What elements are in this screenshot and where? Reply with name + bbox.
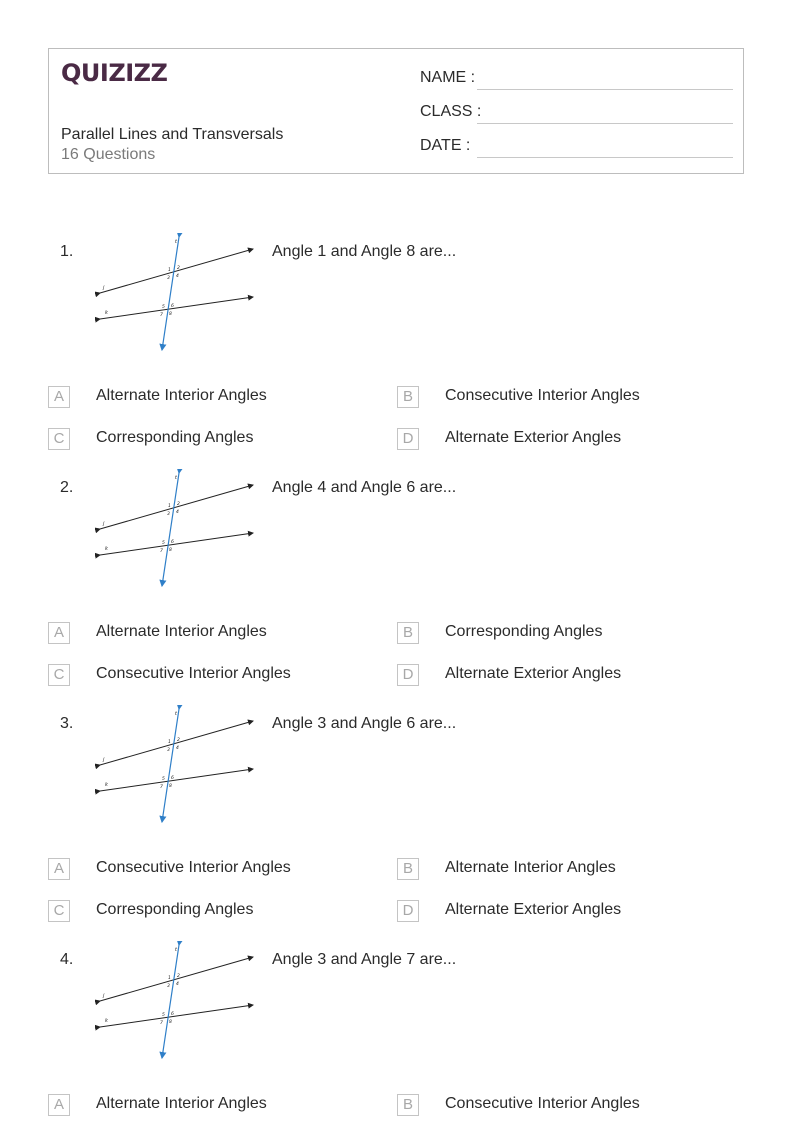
label-j: j [103, 757, 105, 763]
angle-2-label: 2 [177, 738, 180, 743]
angle-6-label: 6 [171, 540, 174, 545]
question-number: 2. [60, 479, 74, 496]
option-letter-box: C [48, 428, 70, 450]
angle-1-label: 1 [168, 740, 171, 745]
class-label: CLASS : [420, 103, 482, 120]
option-letter-box: A [48, 858, 70, 880]
option-text: Alternate Exterior Angles [445, 665, 622, 682]
angle-4-label: 4 [176, 746, 179, 751]
option-letter-box: D [397, 428, 419, 450]
option-letter-box: A [48, 622, 70, 644]
question-text: Angle 1 and Angle 8 are... [272, 243, 457, 260]
label-j: j [103, 993, 105, 999]
question-text: Angle 4 and Angle 6 are... [272, 479, 457, 496]
angle-6-label: 6 [171, 776, 174, 781]
parallel-lines-figure [95, 705, 260, 830]
angle-7-label: 7 [160, 1021, 163, 1026]
option-text: Consecutive Interior Angles [96, 859, 291, 876]
question-text: Angle 3 and Angle 6 are... [272, 715, 457, 732]
label-k: k [105, 1018, 108, 1024]
angle-3-label: 3 [167, 276, 170, 281]
parallel-lines-figure [95, 941, 260, 1066]
option-text: Alternate Interior Angles [96, 1095, 267, 1112]
angle-7-label: 7 [160, 313, 163, 318]
option-letter-box: B [397, 1094, 419, 1116]
label-t: t [175, 239, 177, 245]
option-letter-box: D [397, 900, 419, 922]
question-number: 4. [60, 951, 74, 968]
option-letter-box: B [397, 858, 419, 880]
line-k [100, 297, 253, 319]
angle-5-label: 5 [162, 777, 165, 782]
date-label: DATE : [420, 137, 471, 154]
parallel-lines-figure [95, 233, 260, 358]
name-field[interactable] [477, 89, 733, 90]
option-text: Alternate Exterior Angles [445, 429, 622, 446]
angle-8-label: 8 [169, 1020, 172, 1025]
angle-8-label: 8 [169, 312, 172, 317]
angle-5-label: 5 [162, 305, 165, 310]
angle-4-label: 4 [176, 982, 179, 987]
transversal-t [162, 473, 179, 586]
option-text: Alternate Interior Angles [96, 623, 267, 640]
option-text: Corresponding Angles [96, 429, 254, 446]
transversal-t [162, 709, 179, 822]
question-number: 1. [60, 243, 74, 260]
angle-7-label: 7 [160, 549, 163, 554]
angle-2-label: 2 [177, 266, 180, 271]
angle-7-label: 7 [160, 785, 163, 790]
class-field[interactable] [477, 123, 733, 124]
angle-6-label: 6 [171, 1012, 174, 1017]
option-letter-box: A [48, 1094, 70, 1116]
name-label: NAME : [420, 69, 476, 86]
option-letter-box: B [397, 622, 419, 644]
question-1 [0, 239, 794, 479]
question-3 [0, 711, 794, 951]
option-text: Consecutive Interior Angles [96, 665, 291, 682]
angle-6-label: 6 [171, 304, 174, 309]
option-letter-box: A [48, 386, 70, 408]
question-count: 16 Questions [61, 146, 156, 163]
angle-8-label: 8 [169, 548, 172, 553]
angle-8-label: 8 [169, 784, 172, 789]
option-text: Alternate Interior Angles [445, 859, 616, 876]
line-k [100, 533, 253, 555]
question-2 [0, 475, 794, 715]
label-t: t [175, 947, 177, 953]
option-text: Alternate Interior Angles [96, 387, 267, 404]
angle-5-label: 5 [162, 541, 165, 546]
option-text: Consecutive Interior Angles [445, 1095, 640, 1112]
label-k: k [105, 310, 108, 316]
label-j: j [103, 285, 105, 291]
angle-1-label: 1 [168, 976, 171, 981]
angle-3-label: 3 [167, 748, 170, 753]
angle-4-label: 4 [176, 510, 179, 515]
question-text: Angle 3 and Angle 7 are... [272, 951, 457, 968]
angle-3-label: 3 [167, 512, 170, 517]
angle-5-label: 5 [162, 1013, 165, 1018]
angle-3-label: 3 [167, 984, 170, 989]
label-j: j [103, 521, 105, 527]
label-k: k [105, 782, 108, 788]
worksheet-header [48, 48, 744, 174]
parallel-lines-figure [95, 469, 260, 594]
option-text: Corresponding Angles [445, 623, 603, 640]
angle-4-label: 4 [176, 274, 179, 279]
transversal-t [162, 237, 179, 350]
option-letter-box: D [397, 664, 419, 686]
option-letter-box: C [48, 900, 70, 922]
question-number: 3. [60, 715, 74, 732]
option-text: Corresponding Angles [96, 901, 254, 918]
question-4 [0, 947, 794, 1123]
angle-2-label: 2 [177, 974, 180, 979]
option-text: Consecutive Interior Angles [445, 387, 640, 404]
label-t: t [175, 475, 177, 481]
option-letter-box: B [397, 386, 419, 408]
line-k [100, 769, 253, 791]
option-text: Alternate Exterior Angles [445, 901, 622, 918]
label-k: k [105, 546, 108, 552]
angle-1-label: 1 [168, 268, 171, 273]
date-field[interactable] [477, 157, 733, 158]
label-t: t [175, 711, 177, 717]
line-k [100, 1005, 253, 1027]
worksheet-title: Parallel Lines and Transversals [61, 126, 284, 143]
angle-2-label: 2 [177, 502, 180, 507]
angle-1-label: 1 [168, 504, 171, 509]
option-letter-box: C [48, 664, 70, 686]
transversal-t [162, 945, 179, 1058]
quizizz-logo: QUIZIZZ [61, 59, 168, 87]
